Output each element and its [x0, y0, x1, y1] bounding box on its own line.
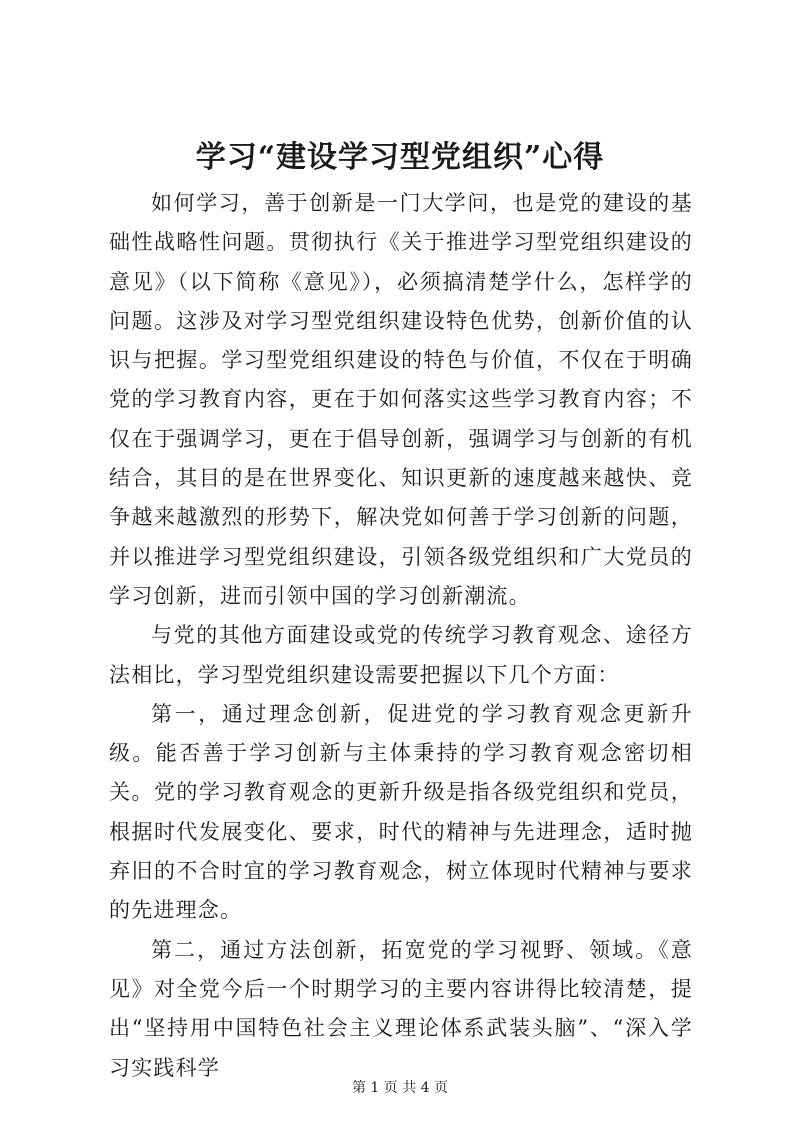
document-title: 学习“建设学习型党组织”心得: [195, 140, 605, 175]
paragraph: 与党的其他方面建设或党的传统学习教育观念、途径方法相比，学习型党组织建设需要把握以下几个方面：: [109, 623, 693, 687]
paragraph: 第一，通过理念创新，促进党的学习教育观念更新升级。能否善于学习创新与主体秉持的学习教育观念密切相关。党的学习教育观念的更新升级是指各级党组织和党员，根据时代发展变化、要求，时代的精神与先进理念，适时抛弃旧的不合时宜的学习教育观念，树立体现时代精神与要求的先进理念。: [109, 701, 693, 923]
paragraph: 第二，通过方法创新，拓宽党的学习视野、领域。《意见》对全党今后一个时期学习的主要内容讲得比较清楚，提出“坚持用中国特色社会主义理论体系武装头脑”、“深入学习实践科学: [109, 937, 693, 1080]
page-footer: 第 1 页 共 4 页: [351, 1080, 449, 1096]
paragraph: 如何学习，善于创新是一门大学问，也是党的建设的基础性战略性问题。贯彻执行《关于推进学习型党组织建设的意见》（以下简称《意见》），必须搞清楚学什么，怎样学的问题。这涉及对学习型党组织建设特色优势，创新价值的认识与把握。学习型党组织建设的特色与价值，不仅在于明确党的学习教育内容，更在于如何落实这些学习教育内容；不仅在于强调学习，更在于倡导创新，强调学习与创新的有机结合，其目的是在世界变化、知识更新的速度越来越快、竞争越来越激烈的形势下，解决党如何善于学习创新的问题，并以推进学习型党组织建设，引领各级党组织和广大党员的学习创新，进而引领中国的学习创新潮流。: [109, 191, 693, 608]
document-body: [109, 184, 693, 1088]
